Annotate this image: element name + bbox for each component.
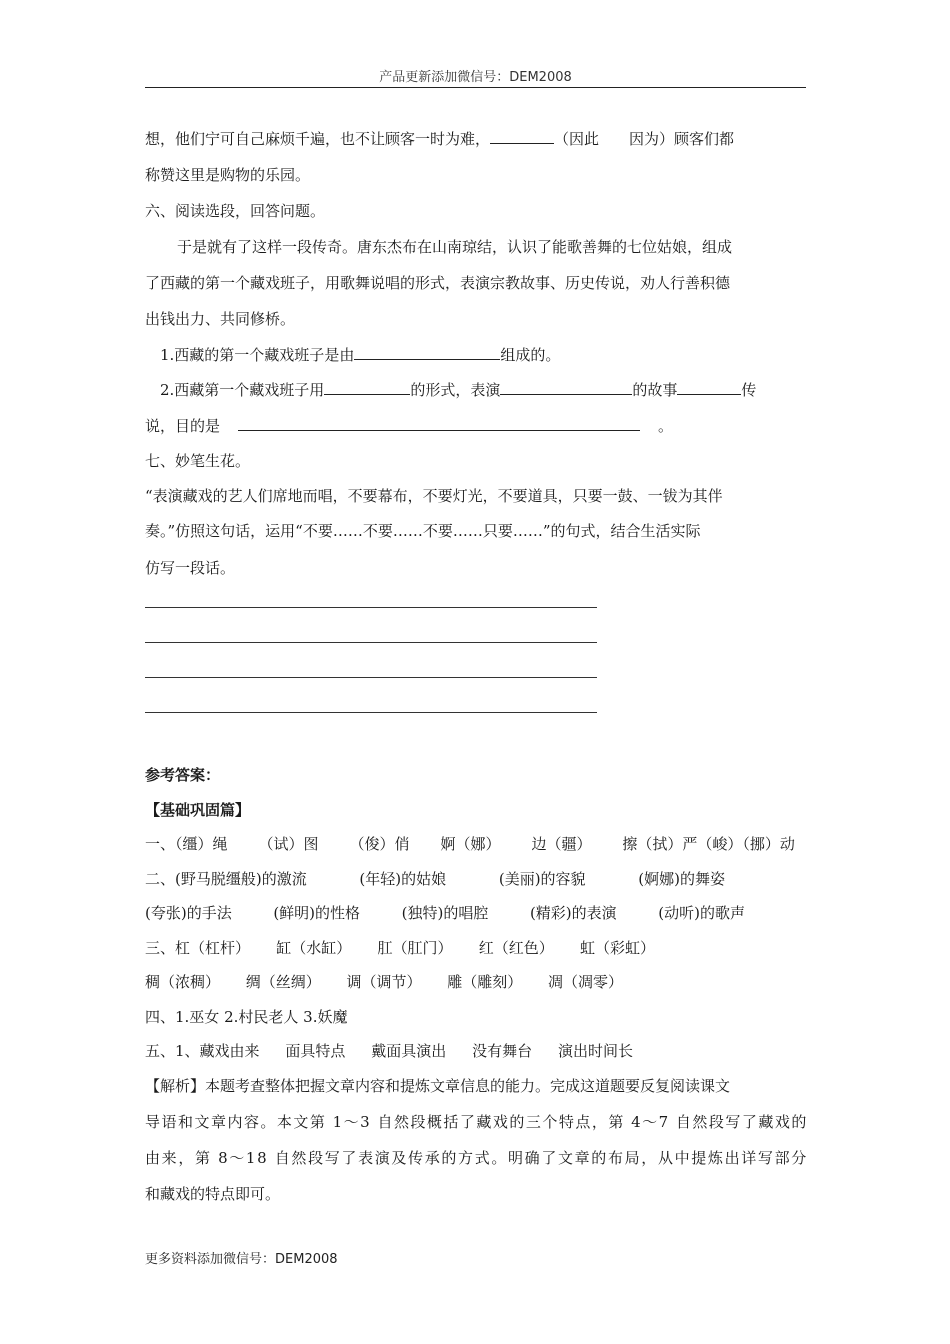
question-1-end: 组成的。 — [500, 346, 561, 364]
answers-title: 参考答案： — [145, 766, 221, 784]
answer-3-item: 红（红色） — [478, 939, 554, 957]
answer-2-item: (夸张)的手法 — [145, 904, 232, 922]
answer-2-item: (动听)的歌声 — [658, 904, 745, 922]
writing-line — [145, 642, 597, 643]
answer-blank — [490, 128, 554, 144]
answer-2-line-1 — [145, 869, 725, 889]
continued-line-2: 称赞这里是购物的乐园。 — [145, 166, 311, 184]
choice-text: （因此 因为）顾客们都 — [554, 130, 735, 148]
answer-4: 四、1.巫女 2.村民老人 3.妖魔 — [145, 1008, 348, 1026]
prompt-line-3: 仿写一段话。 — [145, 559, 236, 577]
header-rule — [145, 87, 806, 88]
analysis-line-2: 导语和文章内容。本文第 1～3 自然段概括了藏戏的三个特点，第 4～7 自然段写了藏戏的 — [145, 1113, 808, 1131]
continued-text: 想，他们宁可自己麻烦千遍，也不让顾客一时为难， — [145, 130, 491, 148]
question-2-mid1: 的形式，表演 — [410, 381, 501, 399]
section6-title: 六、阅读选段，回答问题。 — [145, 202, 326, 220]
answer-3-line-2 — [145, 972, 623, 992]
answer-3-item: 绸（丝绸） — [245, 973, 321, 991]
analysis-line-3: 由来，第 8～18 自然段写了表演及传承的方式。明确了文章的布局，从中提炼出详写部分 — [145, 1149, 808, 1167]
answer-1-item: 擦（拭）严（峻）（挪）动 — [622, 835, 795, 853]
prompt-line-1: “表演藏戏的艺人们席地而唱，不要幕布，不要灯光，不要道具，只要一鼓、一钹为其伴 — [145, 487, 723, 505]
question-2-purpose: 说，目的是 — [145, 417, 221, 435]
answer-blank — [324, 379, 410, 395]
prompt-line-2: 奏。”仿照这句话，运用“不要……不要……不要……只要……”的句式，结合生活实际 — [145, 522, 701, 540]
question-2-end: 传 — [741, 381, 757, 399]
answer-2-item: (鲜明)的性格 — [273, 904, 361, 922]
answer-5-item: 没有舞台 — [472, 1042, 533, 1060]
passage-line-2: 了西藏的第一个藏戏班子，用歌舞说唱的形式，表演宗教故事、历史传说，劝人行善积德 — [145, 274, 731, 292]
answer-2-item: (精彩)的表演 — [529, 904, 617, 922]
answer-2-line-2 — [145, 903, 745, 923]
question-2-mid2: 的故事 — [632, 381, 678, 399]
answer-3-item: 凋（凋零） — [547, 973, 623, 991]
answer-5-item: 面具特点 — [285, 1042, 346, 1060]
answer-2-item: (年轻)的姑娘 — [359, 870, 447, 888]
answer-blank — [238, 415, 640, 431]
passage-line-1: 于是就有了这样一段传奇。唐东杰布在山南琼结，认识了能歌善舞的七位姑娘，组成 — [177, 238, 733, 256]
answer-1-item: （俊）俏 — [349, 835, 410, 853]
analysis-line-1: 【解析】本题考查整体把握文章内容和提炼文章信息的能力。完成这道题要反复阅读课文 — [145, 1077, 731, 1095]
answer-2-item: (独特)的唱腔 — [401, 904, 489, 922]
answer-3-item: 缸（水缸） — [276, 939, 352, 957]
answer-5-item: 戴面具演出 — [371, 1042, 447, 1060]
answer-5 — [145, 1041, 633, 1061]
answer-5-item: 演出时间长 — [557, 1042, 633, 1060]
answer-blank — [500, 379, 632, 395]
writing-line — [145, 607, 597, 608]
page-header: 产品更新添加微信号：DEM2008 — [379, 70, 572, 85]
answer-3-item: 雕（雕刻） — [447, 973, 523, 991]
writing-line — [145, 712, 597, 713]
page-footer: 更多资料添加微信号：DEM2008 — [145, 1252, 338, 1267]
answer-1-item: 婀（娜） — [440, 835, 501, 853]
writing-line — [145, 677, 597, 678]
answer-blank — [677, 379, 741, 395]
section7-title: 七、妙笔生花。 — [145, 452, 251, 470]
question-2-line-2 — [145, 415, 673, 436]
question-2 — [160, 379, 756, 400]
analysis-line-4: 和藏戏的特点即可。 — [145, 1185, 281, 1203]
answer-3-item: 调（调节） — [346, 973, 422, 991]
question-2-period: 。 — [658, 417, 674, 435]
answer-2-item: 二、(野马脱缰般)的激流 — [145, 870, 307, 888]
answer-3-item: 三、杠（杠杆） — [145, 939, 251, 957]
answer-2-item: (美丽)的容貌 — [498, 870, 586, 888]
answer-2-item: (婀娜)的舞姿 — [638, 870, 725, 888]
answer-3-line-1 — [145, 938, 655, 958]
answer-3-item: 稠（浓稠） — [145, 973, 221, 991]
question-2-text: 2.西藏第一个藏戏班子用 — [160, 381, 325, 399]
answer-5-item: 五、1、藏戏由来 — [145, 1042, 260, 1060]
answers-section-title: 【基础巩固篇】 — [145, 801, 251, 819]
answer-3-item: 虹（彩虹） — [579, 939, 655, 957]
answer-1 — [145, 834, 795, 854]
answer-blank — [354, 344, 500, 360]
continued-line-1 — [145, 128, 734, 149]
question-1-text: 1.西藏的第一个藏戏班子是由 — [160, 346, 355, 364]
answer-3-item: 肛（肛门） — [377, 939, 453, 957]
question-1 — [160, 344, 560, 365]
answer-1-item: 一、（缰）绳 — [145, 835, 228, 853]
answer-1-item: 边（疆） — [531, 835, 592, 853]
passage-line-3: 出钱出力、共同修桥。 — [145, 310, 296, 328]
answer-1-item: （试）图 — [258, 835, 319, 853]
